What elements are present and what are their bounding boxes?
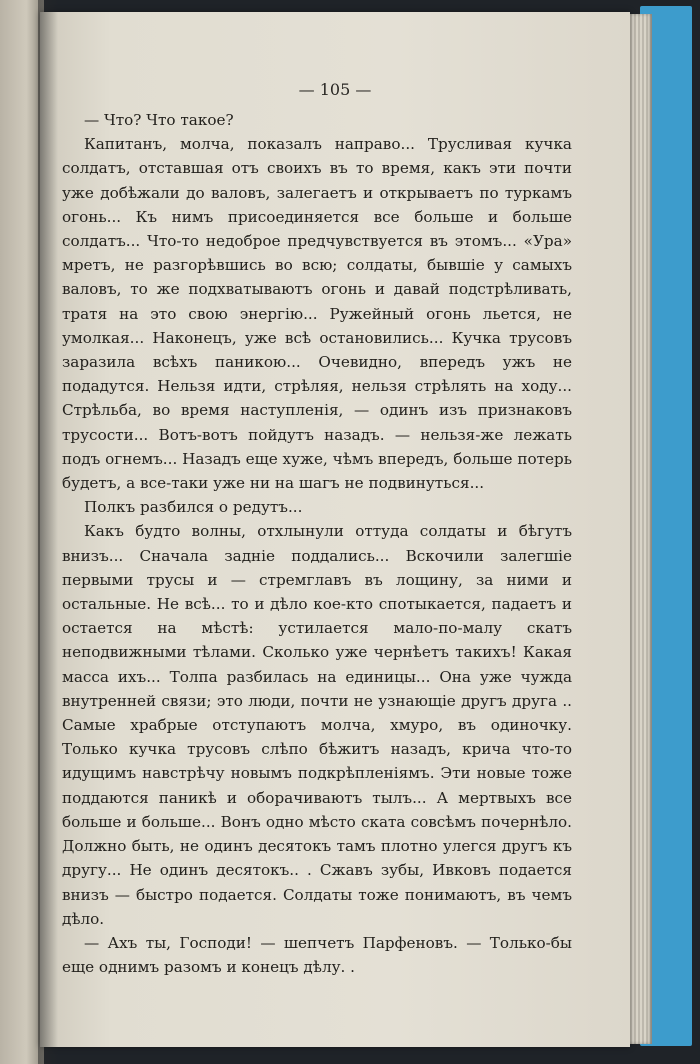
paragraph: Какъ будто волны, отхлынули оттуда солдаты и бѣгутъ внизъ... Сначала заднiе поддались... Вскочили залегшіе первыми трусы и — стремглавъ въ лощину, за ними и остальные. Не всѣ... то и дѣло кое-кто спотыкается, падаетъ и остается на мѣстѣ: устилается мало-по-малу скатъ неподвижными тѣлами. Сколько уже чернѣетъ такихъ! Какая масса ихъ... Толпа разбилась на единицы... Она уже чужда внутренней связи; это люди, почти не узнающіе другъ друга .. Самые храбрые отступаютъ молча, хмуро, въ одиночку. Только кучка трусовъ слѣпо бѣжитъ назадъ, крича что-то идущимъ навстрѣчу новымъ подкрѣпленіямъ. Эти новые тоже поддаются паникѣ и оборачиваютъ тылъ... А мертвыхъ все больше и больше... Вонъ одно мѣсто ската совсѣмъ почернѣло. Должно быть, не одинъ десятокъ тамъ плотно улегся другъ къ другу... Не одинъ десятокъ.. . Сжавъ зубы, Ивковъ подается внизъ — быстро подается. Солдаты тоже понимаютъ, въ чемъ дѣло. bbox=[62, 522, 572, 928]
page-text bbox=[62, 108, 572, 979]
paragraph: Полкъ разбился о редутъ... bbox=[84, 498, 303, 517]
page-number: — 105 — bbox=[298, 80, 372, 99]
book-page bbox=[40, 12, 630, 1047]
paragraph: — Что? Что такое? bbox=[84, 111, 234, 129]
paragraph: — Ахъ ты, Господи! — шепчетъ Парфеновъ. — Только-бы еще однимъ разомъ и конецъ дѣлу. . bbox=[62, 933, 572, 977]
binding-shadow bbox=[38, 0, 58, 1064]
paragraph: Капитанъ, молча, показалъ направо... Трусливая кучка солдатъ, отставшая отъ своихъ въ то время, какъ эти почти уже добѣжали до валовъ, залегаетъ и открываетъ по туркамъ огонь... Къ нимъ присоединяется все больше и больше солдатъ... Что-то недоброе предчувствуется въ этомъ... «Ура» мретъ, не разгорѣвшись во всю; солдаты, бывшіе у самыхъ валовъ, то же подхватываютъ огонь и давай подстрѣливать, тратя на это свою энергію... Ружейный огонь льется, не умолкая... Наконецъ, уже всѣ остановились... Кучка трусовъ заразила всѣхъ паникою... Очевидно, впередъ ужъ не подадутся. Нельзя идти, стрѣляя, нельзя стрѣлять на ходу... Стрѣльба, во время наступленія, — одинъ изъ признаковъ трусости... Вотъ-вотъ пойдутъ назадъ. — нельзя-же лежать подъ огнемъ... Назадъ еще хуже, чѣмъ впередъ, больше потерь будетъ, а все-таки уже ни на шагъ не подвинуться... bbox=[62, 135, 572, 493]
